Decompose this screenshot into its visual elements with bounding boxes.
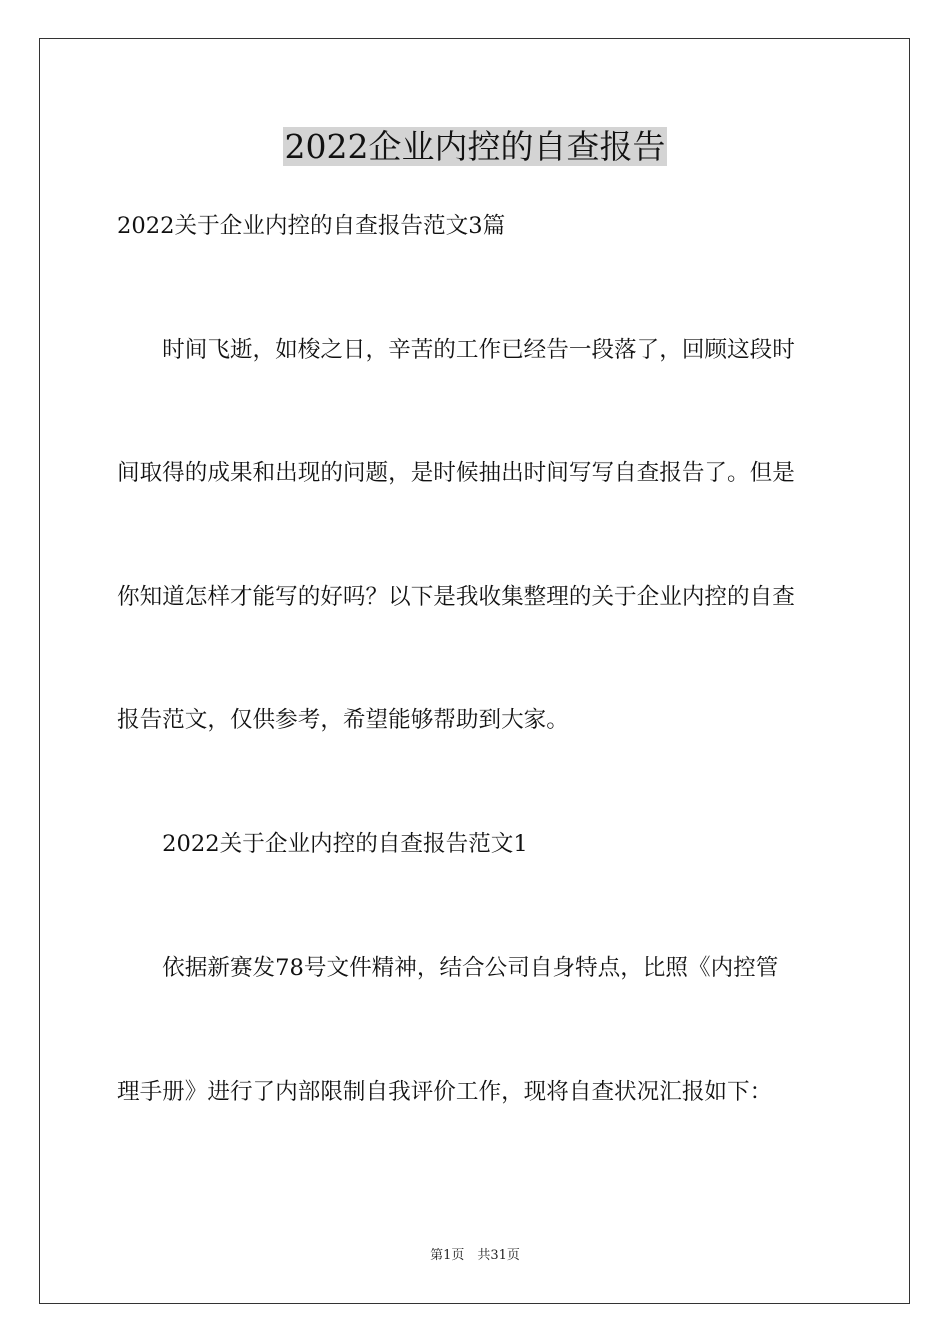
document-subtitle: 2022关于企业内控的自查报告范文3篇 (117, 213, 506, 239)
paragraph-line: 间取得的成果和出现的问题，是时候抽出时间写写自查报告了。但是 (117, 460, 795, 486)
paragraph-line: 报告范文，仅供参考，希望能够帮助到大家。 (117, 707, 569, 733)
paragraph-line: 你知道怎样才能写的好吗？以下是我收集整理的关于企业内控的自查 (117, 584, 795, 610)
paragraph-line: 理手册》进行了内部限制自我评价工作，现将自查状况汇报如下： (117, 1079, 773, 1105)
section-heading: 2022关于企业内控的自查报告范文1 (117, 831, 528, 857)
page-number-footer: 第1页 共31页 (430, 1248, 520, 1263)
document-title-text: 2022企业内控的自查报告 (284, 127, 666, 166)
document-title (0, 124, 950, 170)
paragraph-line: 时间飞逝，如梭之日，辛苦的工作已经告一段落了，回顾这段时 (117, 337, 795, 363)
paragraph-line: 依据新赛发78号文件精神，结合公司自身特点，比照《内控管 (117, 955, 779, 981)
